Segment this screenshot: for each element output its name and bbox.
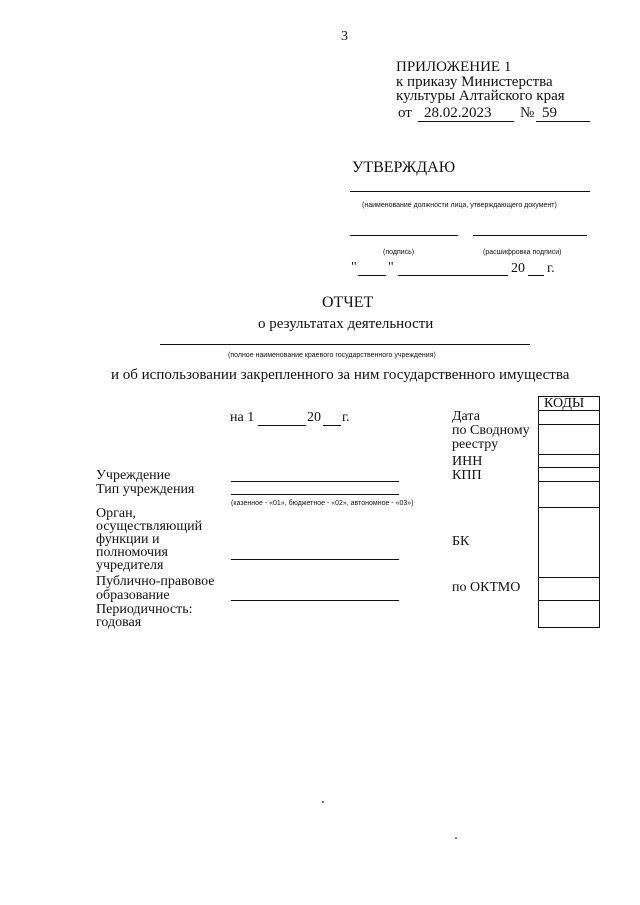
label-registry-1: по Сводному — [452, 423, 530, 438]
appendix-title: ПРИЛОЖЕНИЕ 1 — [396, 59, 512, 75]
date-year: 20 — [307, 410, 321, 425]
label-institution-type: Тип учреждения — [96, 482, 195, 497]
report-subtitle-2: и об использовании закрепленного за ним государственного имущества — [111, 367, 570, 383]
label-oktmo: по ОКТМО — [452, 580, 521, 595]
label-period-2: годовая — [96, 615, 142, 630]
label-inn: ИНН — [452, 454, 483, 469]
month-line — [398, 275, 508, 276]
transcript-line — [473, 235, 587, 236]
label-kpp: КПП — [452, 468, 482, 483]
appendix-from-label: от — [398, 105, 412, 121]
appendix-line-2: культуры Алтайского края — [396, 88, 565, 104]
date-month-line — [258, 425, 306, 426]
organ-line — [231, 559, 399, 560]
year-line — [528, 275, 544, 276]
scan-speck — [322, 801, 324, 803]
label-public-2: образование — [96, 588, 170, 603]
institution-caption: (полное наименование краевого государственного учреждения) — [228, 352, 436, 359]
signature-caption: (подпись) — [383, 249, 415, 256]
label-organ-1: Орган, — [96, 506, 137, 521]
date-year-line — [323, 425, 341, 426]
label-public-1: Публично-правовое — [96, 574, 215, 589]
label-institution: Учреждение — [96, 468, 171, 483]
institution-name-line — [160, 344, 530, 345]
label-period-1: Периодичность: — [96, 602, 193, 617]
public-line — [231, 600, 399, 601]
signature-line — [350, 235, 458, 236]
position-caption: (наименование должности лица, утверждающего документ) — [362, 202, 557, 209]
appendix-line-1: к приказу Министерства — [396, 74, 553, 90]
type-line — [231, 494, 399, 495]
label-date: Дата — [452, 409, 480, 424]
label-organ-4: полномочия — [96, 545, 168, 560]
approval-heading: УТВЕРЖДАЮ — [352, 159, 456, 176]
report-subtitle: о результатах деятельности — [258, 316, 434, 332]
quote-close: " — [388, 260, 394, 275]
year-suffix: г. — [547, 261, 555, 276]
appendix-number: 59 — [536, 106, 590, 122]
label-organ-5: учредителя — [96, 558, 164, 573]
institution-type-hint: (казенное - «01», бюджетное - «02», автономное - «03») — [231, 500, 414, 507]
date-suffix: г. — [342, 410, 350, 425]
year-prefix: 20 — [511, 261, 525, 276]
label-organ-3: функции и — [96, 532, 160, 547]
day-line — [358, 275, 386, 276]
page-number: 3 — [341, 29, 348, 44]
codes-header: КОДЫ — [544, 396, 585, 411]
position-line — [350, 191, 590, 192]
scan-speck — [455, 837, 457, 839]
date-prefix: на 1 — [230, 410, 255, 425]
appendix-date: 28.02.2023 — [418, 106, 514, 122]
institution-line — [231, 481, 399, 482]
codes-table — [538, 396, 600, 628]
label-organ-2: осуществляющий — [96, 519, 203, 534]
report-title: ОТЧЕТ — [322, 294, 374, 311]
transcript-caption: (расшифровка подписи) — [483, 249, 562, 256]
appendix-number-label: № — [520, 105, 535, 121]
label-bk: БК — [452, 534, 470, 549]
label-registry-2: реестру — [452, 437, 499, 452]
quote-open: " — [351, 260, 357, 275]
